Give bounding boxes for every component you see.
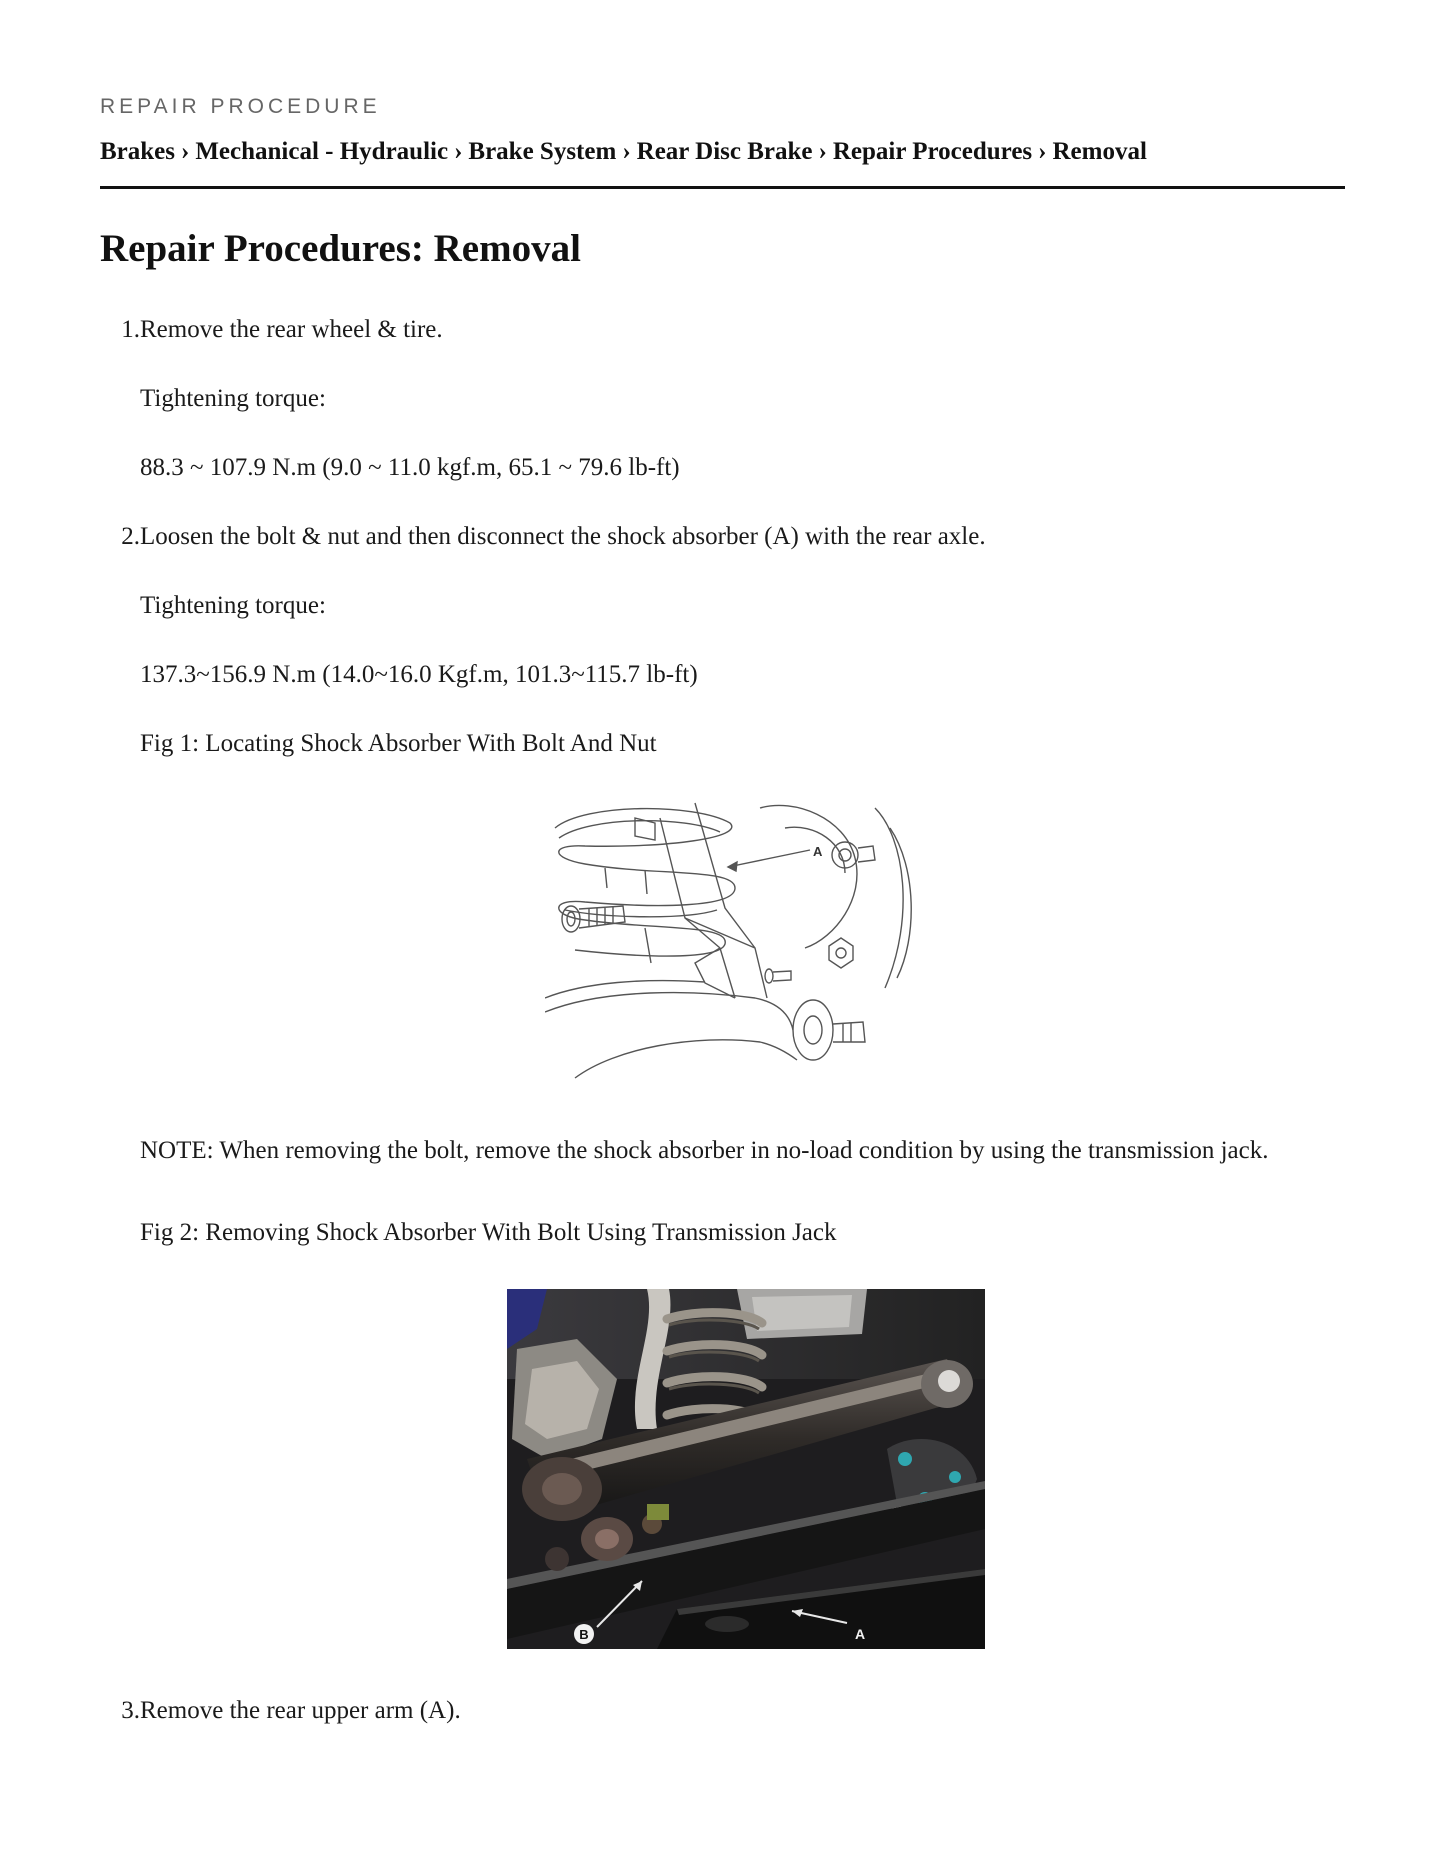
breadcrumb <box>100 138 1345 166</box>
breadcrumb-separator: › <box>1038 138 1047 165</box>
shock-absorber-line-drawing <box>545 798 935 1088</box>
figure-2-caption: Fig 2: Removing Shock Absorber With Bolt Using Transmission Jack <box>140 1219 837 1246</box>
figure-2-label-b: B <box>579 1627 589 1642</box>
step-number: 1. <box>121 316 140 343</box>
section-kicker: REPAIR PROCEDURE <box>100 95 381 118</box>
step-text: Remove the rear upper arm (A). <box>140 1697 461 1724</box>
step-number: 2. <box>121 523 140 550</box>
breadcrumb-separator: › <box>454 138 463 165</box>
page-title: Repair Procedures: Removal <box>100 227 581 270</box>
breadcrumb-item-brakes[interactable]: Brakes <box>100 138 175 165</box>
breadcrumb-separator: › <box>818 138 827 165</box>
figure-1-shock-absorber-drawing <box>545 798 935 1088</box>
header-divider <box>100 186 1345 189</box>
figure-2-label-a: A <box>855 1626 866 1642</box>
figure-1-caption: Fig 1: Locating Shock Absorber With Bolt And Nut <box>140 730 657 757</box>
breadcrumb-item-removal[interactable]: Removal <box>1052 138 1147 165</box>
step-number: 3. <box>121 1697 140 1724</box>
breadcrumb-item-brake-system[interactable]: Brake System <box>468 138 617 165</box>
transmission-jack-photo <box>507 1289 985 1649</box>
torque-label: Tightening torque: <box>140 385 326 412</box>
breadcrumb-separator: › <box>622 138 631 165</box>
step-text: Loosen the bolt & nut and then disconnect the shock absorber (A) with the rear axle. <box>140 523 986 550</box>
figure-2-transmission-jack-photo <box>507 1289 985 1649</box>
torque-label: Tightening torque: <box>140 592 326 619</box>
breadcrumb-separator: › <box>181 138 190 165</box>
torque-value: 88.3 ~ 107.9 N.m (9.0 ~ 11.0 kgf.m, 65.1 ~ 79.6 lb-ft) <box>140 454 680 481</box>
breadcrumb-item-mechanical-hydraulic[interactable]: Mechanical - Hydraulic <box>195 138 449 165</box>
figure-1-label-a: A <box>813 844 823 859</box>
note-text: NOTE: When removing the bolt, remove the shock absorber in no-load condition by using the transmission jack. <box>140 1137 1269 1164</box>
torque-value: 137.3~156.9 N.m (14.0~16.0 Kgf.m, 101.3~115.7 lb-ft) <box>140 661 698 688</box>
breadcrumb-item-rear-disc-brake[interactable]: Rear Disc Brake <box>636 138 813 165</box>
step-text: Remove the rear wheel & tire. <box>140 316 443 343</box>
breadcrumb-item-repair-procedures[interactable]: Repair Procedures <box>832 138 1033 165</box>
